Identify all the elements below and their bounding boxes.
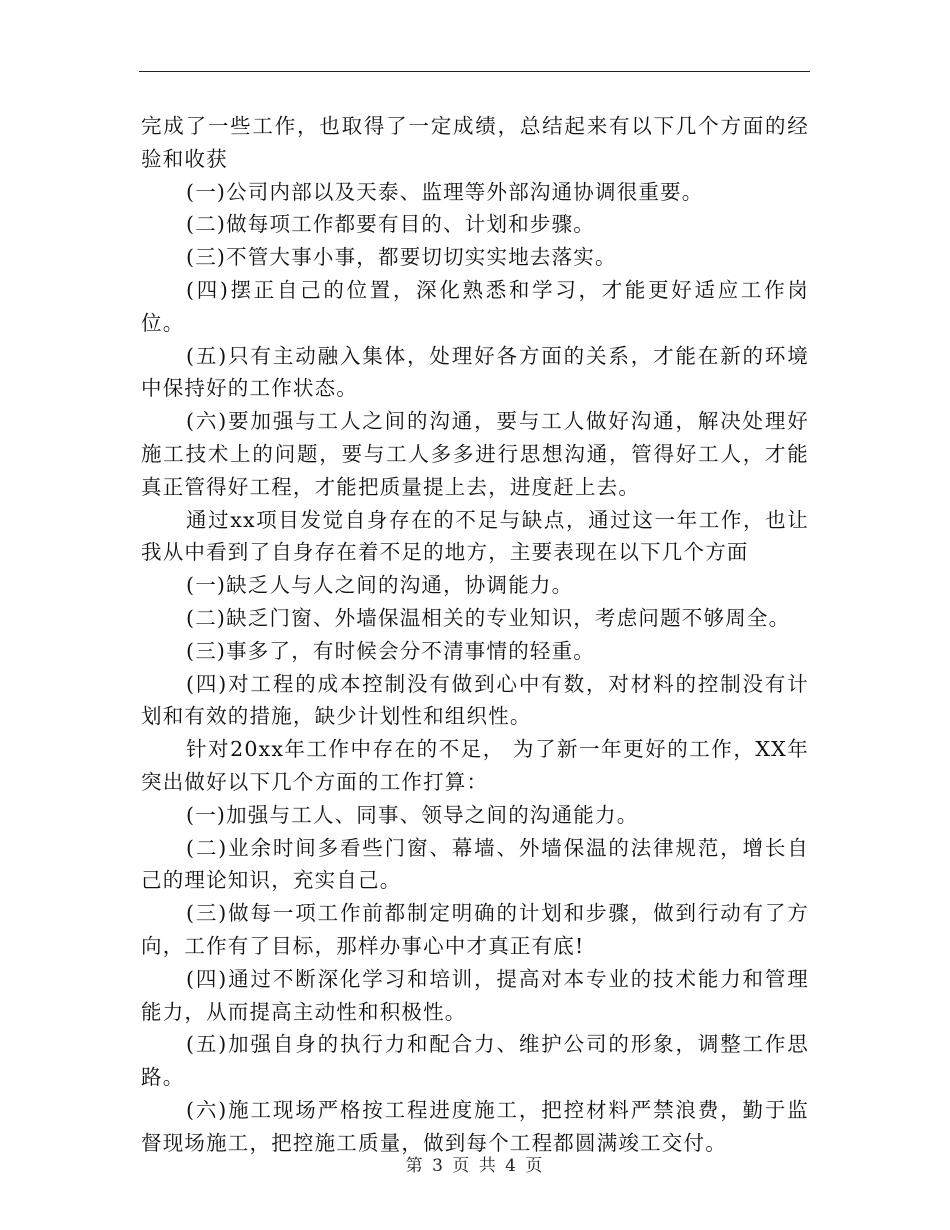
paragraph: (六)施工现场严格按工程进度施工，把控材料严禁浪费，勤于监督现场施工，把控施工质量，做到每个工程都圆满竣工交付。 — [141, 1097, 809, 1155]
paragraph: (三)不管大事小事，都要切切实实地去落实。 — [186, 245, 617, 270]
paragraph: (五)加强自身的执行力和配合力、维护公司的形象，调整工作思路。 — [141, 1032, 809, 1090]
paragraph: (三)事多了，有时候会分不清事情的轻重。 — [186, 638, 595, 663]
document-body — [141, 110, 809, 1160]
header-divider — [139, 71, 810, 72]
paragraph: 完成了一些工作，也取得了一定成绩，总结起来有以下几个方面的经验和收获 — [141, 114, 809, 171]
paragraph: (五)只有主动融入集体，处理好各方面的关系，才能在新的环境中保持好的工作状态。 — [141, 343, 809, 401]
paragraph: (二)缺乏门窗、外墙保温相关的专业知识，考虑问题不够周全。 — [186, 605, 791, 630]
paragraph: (二)业余时间多看些门窗、幕墙、外墙保温的法律规范，增长自己的理论知识，充实自己。 — [141, 835, 809, 893]
page-number-footer: 第 3 页 共 4 页 — [405, 1156, 545, 1176]
paragraph: (一)缺乏人与人之间的沟通，协调能力。 — [186, 573, 574, 598]
paragraph: (四)通过不断深化学习和培训，提高对本专业的技术能力和管理能力，从而提高主动性和积极性。 — [141, 966, 809, 1024]
paragraph: (二)做每项工作都要有目的、计划和步骤。 — [186, 212, 595, 237]
paragraph: (四)对工程的成本控制没有做到心中有数，对材料的控制没有计划和有效的措施，缺少计划性和组织性。 — [141, 671, 809, 729]
paragraph: 通过xx项目发觉自身存在的不足与缺点，通过这一年工作，也让我从中看到了自身存在着不足的地方，主要表现在以下几个方面 — [141, 507, 809, 565]
paragraph: (三)做每一项工作前都制定明确的计划和步骤，做到行动有了方向，工作有了目标，那样办事心中才真正有底! — [141, 901, 809, 958]
paragraph: (四)摆正自己的位置，深化熟悉和学习，才能更好适应工作岗位。 — [141, 277, 809, 335]
paragraph: (一)加强与工人、同事、领导之间的沟通能力。 — [186, 802, 639, 827]
paragraph: (一)公司内部以及天泰、监理等外部沟通协调很重要。 — [186, 179, 704, 204]
paragraph: (六)要加强与工人之间的沟通，要与工人做好沟通，解决处理好施工技术上的问题，要与工人多多进行思想沟通，管得好工人，才能真正管得好工程，才能把质量提上去，进度赶上去。 — [141, 409, 809, 499]
paragraph: 针对20xx年工作中存在的不足， 为了新一年更好的工作，XX年突出做好以下几个方面的工作打算： — [141, 737, 809, 794]
